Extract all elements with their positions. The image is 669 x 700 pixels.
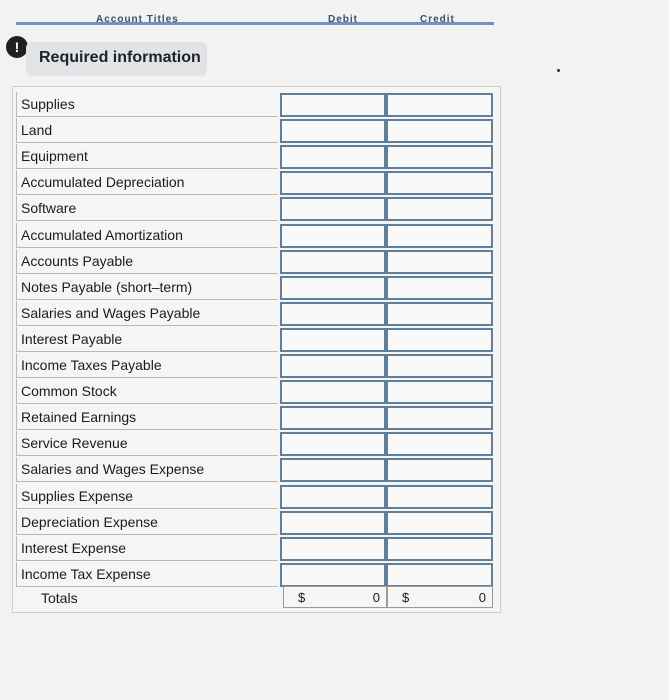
cursor-dot <box>557 69 560 72</box>
exclamation-icon: ! <box>6 36 28 58</box>
account-title-cell: Equipment <box>16 144 278 169</box>
credit-input[interactable] <box>386 354 493 378</box>
debit-input[interactable] <box>280 145 386 169</box>
debit-input[interactable] <box>280 171 386 195</box>
credit-input[interactable] <box>386 302 493 326</box>
account-title-cell: Retained Earnings <box>16 405 278 430</box>
debit-input[interactable] <box>280 119 386 143</box>
debit-input[interactable] <box>280 224 386 248</box>
credit-input[interactable] <box>386 432 493 456</box>
credit-input[interactable] <box>386 537 493 561</box>
col-header-account: Account Titles <box>96 14 179 25</box>
totals-debit-currency: $ <box>298 590 306 605</box>
totals-debit-value: 0 <box>372 590 380 605</box>
debit-input[interactable] <box>280 354 386 378</box>
credit-input[interactable] <box>386 197 493 221</box>
account-title-cell: Accounts Payable <box>16 249 278 274</box>
credit-input[interactable] <box>386 328 493 352</box>
account-title-cell: Interest Expense <box>16 536 278 561</box>
required-info-label: Required information <box>39 49 201 66</box>
totals-credit <box>387 586 493 608</box>
credit-input[interactable] <box>386 145 493 169</box>
account-title-cell: Notes Payable (short–term) <box>16 275 278 300</box>
account-title-cell: Land <box>16 118 278 143</box>
account-title-cell: Income Tax Expense <box>16 562 278 587</box>
totals-credit-currency: $ <box>402 590 410 605</box>
credit-input[interactable] <box>386 511 493 535</box>
debit-input[interactable] <box>280 302 386 326</box>
debit-input[interactable] <box>280 197 386 221</box>
credit-input[interactable] <box>386 458 493 482</box>
credit-input[interactable] <box>386 406 493 430</box>
account-title-cell: Common Stock <box>16 379 278 404</box>
credit-input[interactable] <box>386 224 493 248</box>
col-header-credit: Credit <box>420 14 455 25</box>
credit-input[interactable] <box>386 563 493 587</box>
account-title-cell: Income Taxes Payable <box>16 353 278 378</box>
debit-input[interactable] <box>280 93 386 117</box>
credit-input[interactable] <box>386 93 493 117</box>
account-title-cell: Salaries and Wages Payable <box>16 301 278 326</box>
debit-input[interactable] <box>280 563 386 587</box>
debit-input[interactable] <box>280 458 386 482</box>
debit-input[interactable] <box>280 328 386 352</box>
debit-input[interactable] <box>280 511 386 535</box>
debit-input[interactable] <box>280 250 386 274</box>
credit-input[interactable] <box>386 119 493 143</box>
credit-input[interactable] <box>386 171 493 195</box>
debit-input[interactable] <box>280 380 386 404</box>
account-title-cell: Salaries and Wages Expense <box>16 457 278 482</box>
account-title-cell: Depreciation Expense <box>16 510 278 535</box>
account-title-cell: Accumulated Depreciation <box>16 170 278 195</box>
account-title-cell: Accumulated Amortization <box>16 223 278 248</box>
account-title-cell: Software <box>16 196 278 221</box>
totals-label: Totals <box>41 590 78 606</box>
debit-input[interactable] <box>280 485 386 509</box>
debit-input[interactable] <box>280 432 386 456</box>
account-title-cell: Service Revenue <box>16 431 278 456</box>
credit-input[interactable] <box>386 250 493 274</box>
debit-input[interactable] <box>280 537 386 561</box>
debit-input[interactable] <box>280 406 386 430</box>
credit-input[interactable] <box>386 485 493 509</box>
col-header-debit: Debit <box>328 14 358 25</box>
debit-input[interactable] <box>280 276 386 300</box>
totals-credit-value: 0 <box>478 590 486 605</box>
totals-debit <box>283 586 387 608</box>
account-title-cell: Supplies <box>16 92 278 117</box>
table-header-band <box>16 14 494 28</box>
account-title-cell: Interest Payable <box>16 327 278 352</box>
account-title-cell: Supplies Expense <box>16 484 278 509</box>
credit-input[interactable] <box>386 276 493 300</box>
credit-input[interactable] <box>386 380 493 404</box>
